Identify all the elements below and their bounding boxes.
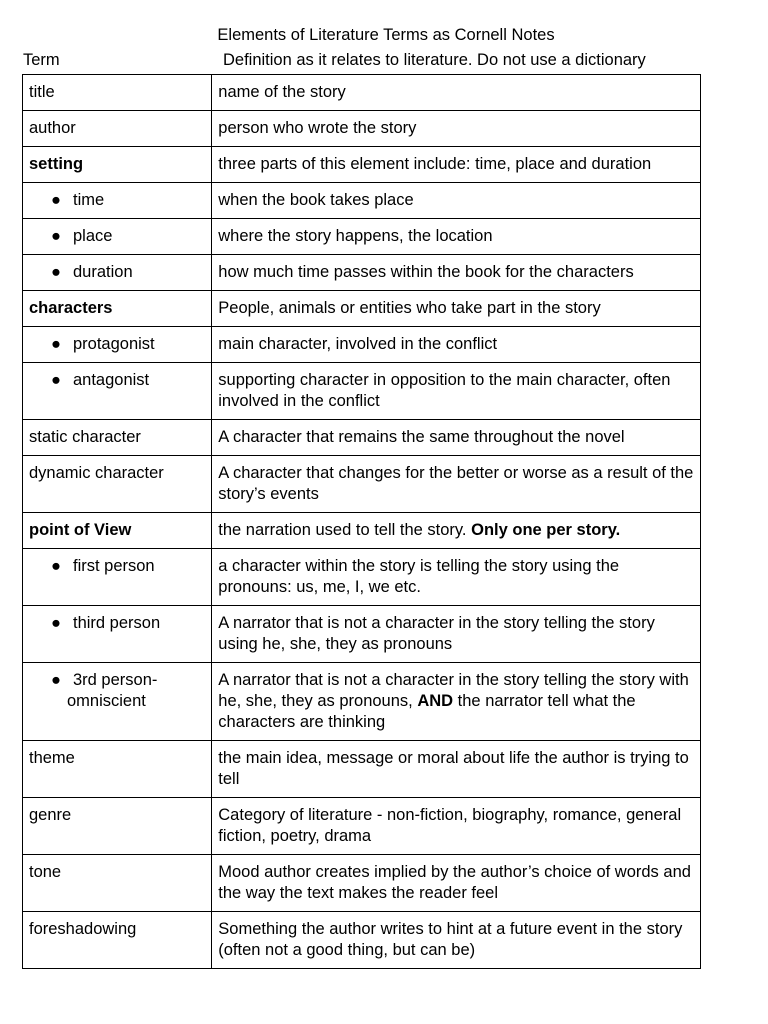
bulleted-term (29, 613, 205, 634)
document-title: Elements of Literature Terms as Cornell Notes (217, 26, 555, 44)
definition-cell (212, 513, 701, 549)
term-text: antagonist (73, 371, 150, 389)
definition-cell: A character that remains the same throughout the novel (212, 420, 701, 456)
table-row (23, 75, 701, 111)
bullet-icon: ● (51, 371, 61, 389)
definition-emphasis: AND (417, 692, 454, 710)
bulleted-term (29, 226, 205, 247)
definition-cell: A character that changes for the better or worse as a result of the story’s events (212, 456, 701, 513)
definition-cell: Category of literature - non-fiction, biography, romance, general fiction, poetry, drama (212, 798, 701, 855)
definition-cell: three parts of this element include: time, place and duration (212, 147, 701, 183)
terms-table (22, 74, 701, 969)
term-cell: author (23, 111, 212, 147)
definition-cell: the main idea, message or moral about life the author is trying to tell (212, 741, 701, 798)
bulleted-term (29, 262, 205, 283)
table-row (23, 111, 701, 147)
table-row (23, 741, 701, 798)
table-row (23, 855, 701, 912)
definition-cell: Mood author creates implied by the author’s choice of words and the way the text makes the reader feel (212, 855, 701, 912)
definition-text: the narration used to tell the story. (218, 521, 467, 539)
table-row (23, 456, 701, 513)
definition-cell (212, 663, 701, 741)
table-row (23, 291, 701, 327)
definition-cell: name of the story (212, 75, 701, 111)
definition-cell: when the book takes place (212, 183, 701, 219)
term-text: first person (73, 557, 155, 575)
term-cell: tone (23, 855, 212, 912)
definition-column-header: Definition as it relates to literature. Do not use a dictionary (223, 51, 646, 69)
term-cell (23, 549, 212, 606)
term-text: third person (73, 614, 161, 632)
table-row (23, 606, 701, 663)
table-row (23, 219, 701, 255)
table-row (23, 363, 701, 420)
definition-cell: A narrator that is not a character in the story telling the story using he, she, they as pronouns (212, 606, 701, 663)
table-row (23, 420, 701, 456)
bulleted-term (29, 190, 205, 211)
term-cell (23, 327, 212, 363)
term-cell (23, 219, 212, 255)
term-cell: characters (23, 291, 212, 327)
table-row (23, 513, 701, 549)
table-row (23, 255, 701, 291)
bulleted-term (29, 556, 205, 577)
table-row (23, 549, 701, 606)
bullet-icon: ● (51, 614, 61, 632)
term-column-header: Term (23, 51, 60, 69)
definition-text-continued: the narrator tell what the characters are thinking (218, 692, 636, 731)
term-text: protagonist (73, 335, 155, 353)
term-cell (23, 363, 212, 420)
definition-cell: supporting character in opposition to the main character, often involved in the conflict (212, 363, 701, 420)
term-cell: point of View (23, 513, 212, 549)
term-text (67, 670, 205, 712)
term-cell: genre (23, 798, 212, 855)
bullet-icon: ● (51, 335, 61, 353)
definition-emphasis: Only one per story. (471, 521, 621, 539)
term-line-1: 3rd person- (73, 671, 158, 689)
table-row (23, 183, 701, 219)
term-cell: dynamic character (23, 456, 212, 513)
table-row (23, 663, 701, 741)
definition-cell: People, animals or entities who take part in the story (212, 291, 701, 327)
definition-cell: how much time passes within the book for the characters (212, 255, 701, 291)
bullet-icon: ● (51, 263, 61, 281)
term-cell (23, 183, 212, 219)
term-cell (23, 663, 212, 741)
bullet-icon: ● (51, 227, 61, 245)
term-text: place (73, 227, 113, 245)
bullet-icon: ● (51, 557, 61, 575)
bulleted-term (29, 670, 205, 712)
term-cell: setting (23, 147, 212, 183)
bullet-icon: ● (51, 191, 61, 209)
bulleted-term (29, 370, 205, 391)
table-row (23, 912, 701, 969)
term-cell: static character (23, 420, 212, 456)
definition-cell: Something the author writes to hint at a future event in the story (often not a good thing, but can be) (212, 912, 701, 969)
definition-cell: a character within the story is telling the story using the pronouns: us, me, I, we etc. (212, 549, 701, 606)
term-cell (23, 606, 212, 663)
definition-text: A narrator that is not a character in the story telling the story with he, she, they as pronouns, (218, 671, 689, 710)
definition-cell: main character, involved in the conflict (212, 327, 701, 363)
definition-cell: person who wrote the story (212, 111, 701, 147)
term-text: duration (73, 263, 133, 281)
table-row (23, 327, 701, 363)
term-cell: theme (23, 741, 212, 798)
table-row (23, 798, 701, 855)
term-text: time (73, 191, 105, 209)
bullet-icon: ● (51, 671, 61, 689)
term-cell (23, 255, 212, 291)
term-cell: title (23, 75, 212, 111)
bulleted-term (29, 334, 205, 355)
table-row (23, 147, 701, 183)
term-line-2: omniscient (67, 692, 146, 710)
term-cell: foreshadowing (23, 912, 212, 969)
definition-cell: where the story happens, the location (212, 219, 701, 255)
